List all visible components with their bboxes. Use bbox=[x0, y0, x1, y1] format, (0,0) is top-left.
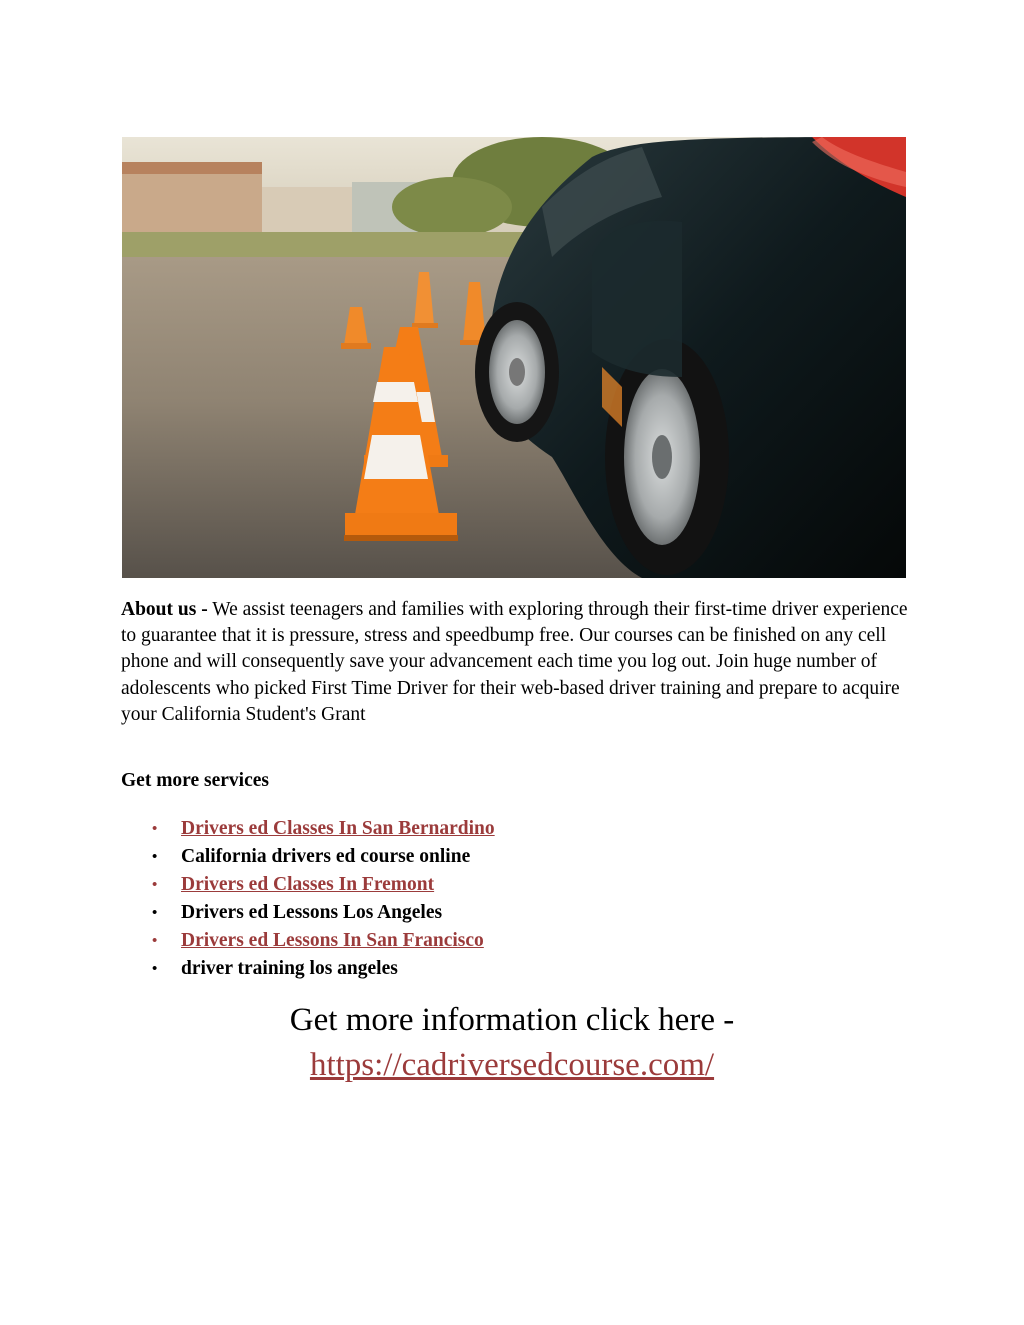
services-list bbox=[150, 815, 495, 983]
list-item bbox=[150, 815, 495, 843]
bullet-icon: • bbox=[152, 821, 158, 837]
list-item bbox=[150, 843, 495, 871]
service-link-fremont[interactable]: Drivers ed Classes In Fremont bbox=[181, 874, 435, 895]
bullet-icon: • bbox=[152, 933, 158, 949]
service-link-san-bernardino[interactable]: Drivers ed Classes In San Bernardino bbox=[181, 818, 495, 839]
list-item bbox=[150, 899, 495, 927]
hero-photo bbox=[122, 137, 906, 578]
services-heading: Get more services bbox=[121, 770, 269, 791]
service-text-driver-training-la: driver training los angeles bbox=[181, 958, 398, 979]
service-text-california-online: California drivers ed course online bbox=[181, 846, 471, 867]
cta-text: Get more information click here - bbox=[289, 1002, 735, 1038]
bullet-icon: • bbox=[152, 961, 158, 977]
about-paragraph bbox=[121, 597, 911, 728]
service-text-los-angeles-lessons: Drivers ed Lessons Los Angeles bbox=[181, 902, 443, 923]
bullet-icon: • bbox=[152, 849, 158, 865]
list-item bbox=[150, 927, 495, 955]
bullet-icon: • bbox=[152, 877, 158, 893]
bullet-icon: • bbox=[152, 905, 158, 921]
about-text: We assist teenagers and families with exploring through their first-time driver experience to guarantee that it is pressure, stress and speedbump free. Our courses can be finished on any cell phone and will consequently save your advancement each time you log out. Join huge number of adolescents who picked First Time Driver for their web-based driver training and prepare to acquire your California Student's Grant bbox=[121, 599, 908, 725]
car-and-traffic-cones-illustration bbox=[122, 137, 906, 578]
list-item bbox=[150, 955, 495, 983]
service-link-san-francisco[interactable]: Drivers ed Lessons In San Francisco bbox=[181, 930, 484, 951]
call-to-action bbox=[0, 998, 1024, 1088]
list-item bbox=[150, 871, 495, 899]
website-link[interactable]: https://cadriversedcourse.com/ bbox=[309, 1047, 715, 1083]
about-label: About us - bbox=[121, 599, 208, 620]
